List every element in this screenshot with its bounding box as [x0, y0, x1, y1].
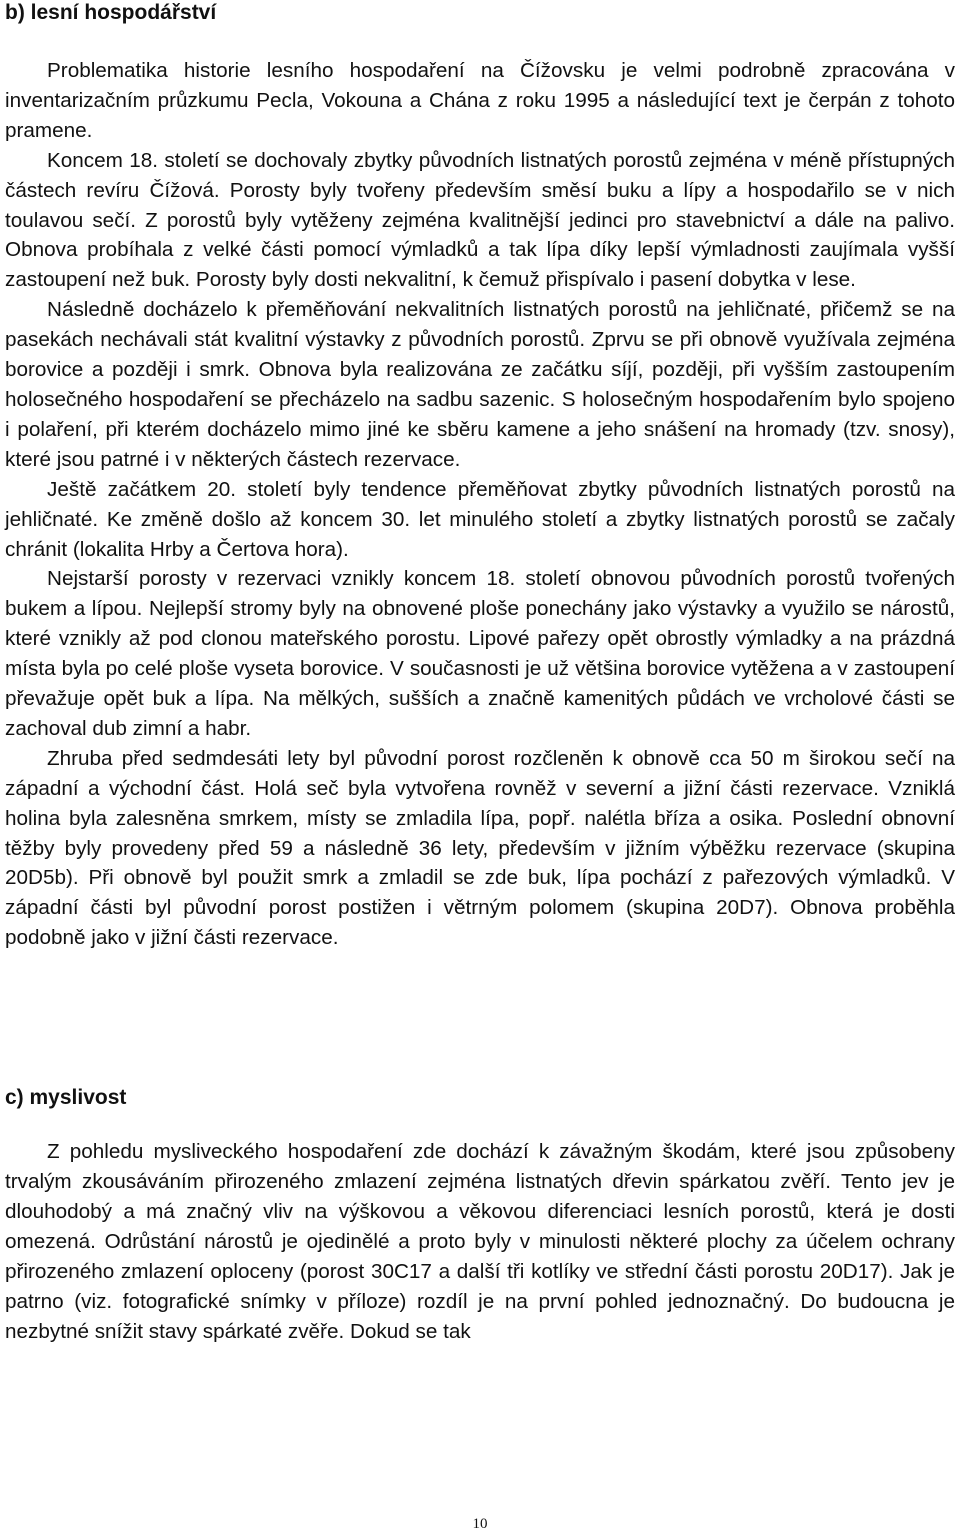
paragraph: Zhruba před sedmdesáti lety byl původní porost rozčleněn k obnově cca 50 m širokou sečí na západní a východní část. Holá seč byla vytvořena rovněž v severní a jižní části rezervace. Vzniklá holina byla zalesněna smrkem, místy se zmladila lípa, popř. nalétla bříza a osika. Poslední obnovní těžby byly provedeny před 59 a následně 36 lety, především v jižním výběžku rezervace (skupina 20D5b). Při obnově byl použit smrk a zmladil se zde buk, lípa pochází z pařezových výmladků. V západní části byl původní porost postižen i větrným polomem (skupina 20D7). Obnova proběhla podobně jako v jižní části rezervace. [5, 746, 955, 950]
document-page [5, 0, 955, 1347]
section-body-hunting [5, 1137, 955, 1346]
section-heading-forestry: b) lesní hospodářství [5, 1, 217, 24]
paragraph: Následně docházelo k přeměňování nekvalitních listnatých porostů na jehličnaté, přičemž se na pasekách nechávali stát kvalitní výstavky z původních porostů. Zprvu se při obnově využívala zejména borovice a později i smrk. Obnova byla realizována ze začátku síjí, později, při vyšším zastoupením holosečného hospodaření se přecházelo na sadbu sazenic. S holosečným hospodařením bylo spojeno i polaření, při kterém docházelo mimo jiné ke sběru kamene a jeho snášení na hromady (tzv. snosy), které jsou patrné i v některých částech rezervace. [5, 298, 955, 471]
paragraph: Nejstarší porosty v rezervaci vznikly koncem 18. století obnovou původních porostů tvořených bukem a lípou. Nejlepší stromy byly na obnovené ploše ponechány jako výstavky a využilo se nárostů, které vznikly až pod clonou mateřského porostu. Lipové pařezy opět obrostly výmladky a na prázdná místa byla po celé ploše vyseta borovice. V současnosti je už většina borovice vytěžena a v zastoupení převažuje opět buk a lípa. Na mělkých, sušších a značně kamenitých půdách ve vrcholové části se zachoval dub zimní a habr. [5, 567, 955, 740]
paragraph: Ještě začátkem 20. století byly tendence přeměňovat zbytky původních listnatých porostů na jehličnaté. Ke změně došlo až koncem 30. let minulého století a zbytky listnatých porostů se začaly chránit (lokalita Hrby a Čertova hora). [5, 477, 955, 561]
section-body-forestry [5, 56, 955, 953]
paragraph: Koncem 18. století se dochovaly zbytky původních listnatých porostů zejména v méně přístupných částech revíru Čížová. Porosty byly tvořeny především směsí buku a lípy a hospodařilo se v nich toulavou sečí. Z porostů byly vytěženy zejména kvalitnější jedinci pro stavebnictví a dále na palivo. Obnova probíhala z velké části pomocí výmladků a tak lípa díky lepší výmladnosti zaujímala vyšší zastoupení než buk. Porosty byly dosti nekvalitní, k čemuž přispívalo i pasení dobytka v lese. [5, 148, 955, 292]
paragraph: Problematika historie lesního hospodaření na Čížovsku je velmi podrobně zpracována v inventarizačním průzkumu Pecla, Vokouna a Chána z roku 1995 a následující text je čerpán z tohoto pramene. [5, 59, 955, 142]
section-heading-hunting: c) myslivost [5, 1086, 127, 1110]
paragraph: Z pohledu mysliveckého hospodaření zde dochází k závažným škodám, které jsou způsobeny trvalým zkousáváním přirozeného zmlazení zejména listnatých dřevin spárkatou zvěří. Tento jev je dlouhodobý a má značný vliv na výškovou a věkovou diferenciaci lesních porostů, která je dosti omezená. Odrůstání nárostů je ojedinělé a proto byly v minulosti některé plochy za účelem ochrany přirozeného zmlazení oploceny (porost 30C17 a další tři kotlíky ve střední části porostu 20D17). Jak je patrno (viz. fotografické snímky v příloze) rozdíl je na první pohled jednoznačný. Do budoucna je nezbytné snížit stavy spárkaté zvěře. Dokud se tak [5, 1140, 955, 1343]
page-number: 10 [472, 1516, 488, 1532]
